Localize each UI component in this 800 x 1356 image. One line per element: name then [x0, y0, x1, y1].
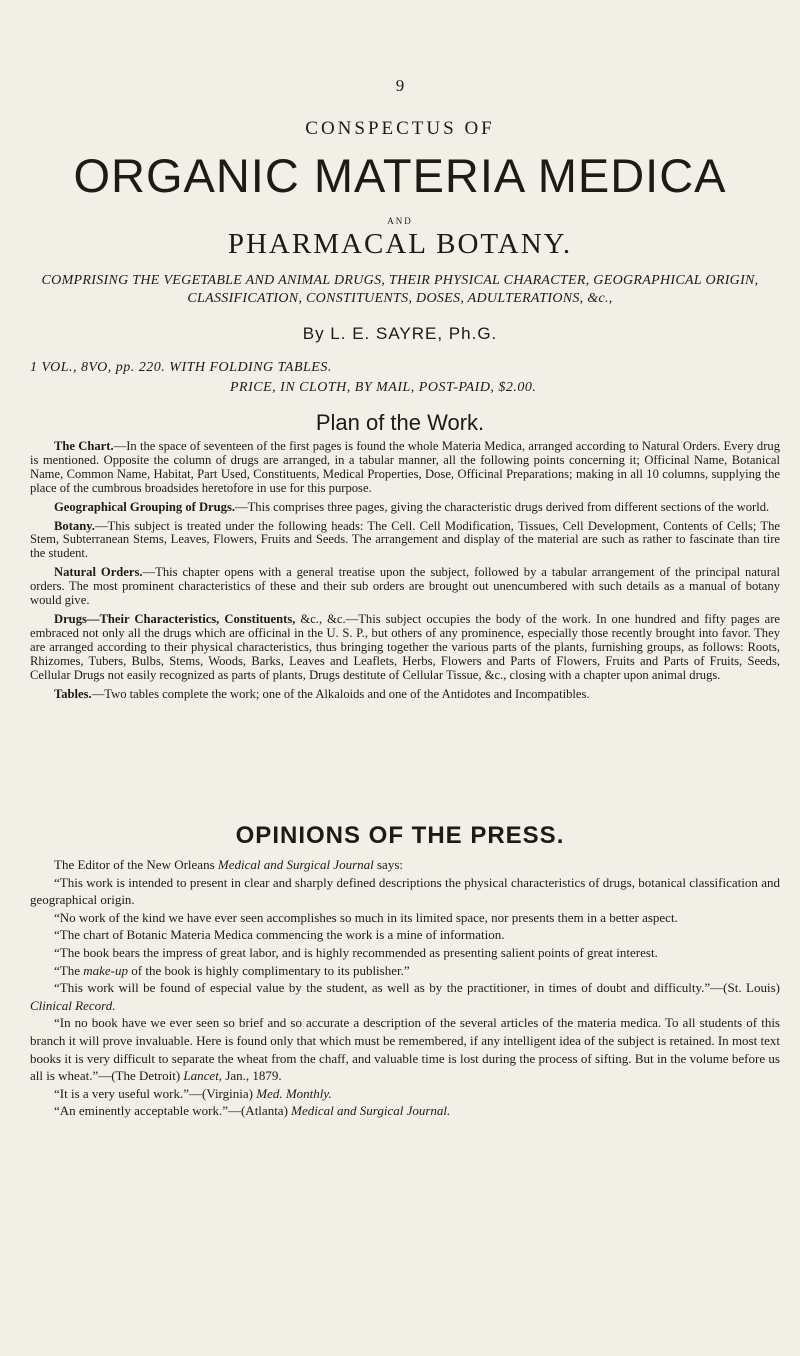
quote-item: “This work is intended to present in clear and sharply defined descriptions the physical characteristics of drugs, botanical classification and geographical origin. — [30, 874, 780, 908]
section-head: Geographical Grouping of Drugs. — [54, 499, 235, 514]
author-byline: By L. E. SAYRE, Ph.G. — [302, 324, 498, 343]
quote-item: “The chart of Botanic Materia Medica commencing the work is a mine of information. — [54, 927, 505, 943]
page-number: 9 — [395, 76, 405, 95]
quote-text: “It is a very useful work.”—(Virginia) — [54, 1085, 257, 1101]
quote-text: “The — [54, 962, 84, 978]
price-info: PRICE, IN CLOTH, BY MAIL, POST-PAID, $2.00. — [230, 380, 537, 395]
quote-text: “An eminently acceptable work.”—(Atlanta) — [54, 1103, 292, 1119]
volume-info — [30, 358, 790, 398]
book-title: ORGANIC MATERIA MEDICA — [73, 149, 727, 202]
section-text: —This comprises three pages, giving the characteristic drugs derived from different sections of the world. — [235, 499, 770, 514]
section-text: —This chapter opens with a general treatise upon the subject, followed by a tabular arrangement of the principal natural orders. The most prominent characteristics of these and their sub orders are brought out unencumbered with such details as a manual of botany would give. — [30, 565, 780, 608]
section-head: Botany. — [54, 518, 95, 533]
section-text: —This subject is treated under the following heads: The Cell. Cell Modification, Tissues, Cell Development, Contents of Cells; The Stem, Subterranean Stems, Leaves, Flowers, Fruits and Seeds. The arrangement and display of the material are such as rather to fascinate than tire the student. — [30, 518, 780, 561]
quote-item: “The book bears the impress of great labor, and is highly recommended as presenting salient points of great interest. — [54, 944, 658, 960]
section-drugs — [30, 613, 780, 683]
quote-text: “This work will be found of especial value by the student, as well as by the practitioner, in times of doubt and difficulty.”—(St. Louis) — [54, 980, 780, 996]
section-head: The Chart. — [54, 439, 114, 453]
plan-heading: Plan of the Work. — [315, 410, 485, 435]
book-subtitle: PHARMACAL BOTANY. — [227, 228, 573, 260]
comprising-description: COMPRISING THE VEGETABLE AND ANIMAL DRUGS, THEIR PHYSICAL CHARACTER, GEOGRAPHICAL ORIGIN, CLASSIFICATION, CONSTITUENTS, DOSES, ADULTERATIONS, &c., — [41, 273, 759, 306]
section-chart — [30, 440, 780, 496]
quote-text: of the book is highly complimentary to its publisher.” — [128, 962, 410, 978]
quote-intro — [30, 856, 780, 874]
quote-item — [30, 979, 780, 1014]
quote-item — [30, 1102, 780, 1120]
quote-item — [30, 962, 780, 980]
press-quotes — [30, 856, 780, 1120]
quote-item: “No work of the kind we have ever seen accomplishes so much in its limited space, nor presents them in a better aspect. — [54, 909, 678, 925]
section-text: &c., &c.—This subject occupies the body of the work. In one hundred and fifty pages are embraced not only all the drugs which are officinal in the U. S. P., but others of any prominence, especially those recently brought into favor. They are arranged according to their physical characteristics, thus bringing together the various parts of the plants, furnishing groups, as follows: Roots, Rhizomes, Tubers, Bulbs, Stems, Woods, Barks, Leaves and Leaflets, Herbs, Flowers and Parts of Flowers, Fruits and Parts of Fruits, Seeds, Cellular Drugs not easily recognized as parts of plants, Drugs destitute of Cellular Tissue, &c., closing with a chapter upon animal drugs. — [30, 611, 780, 682]
opinions-heading: OPINIONS OF THE PRESS. — [235, 822, 565, 849]
conspectus-heading: CONSPECTUS OF — [305, 118, 495, 139]
quote-source: Clinical Record. — [30, 997, 116, 1013]
section-head: Drugs—Their Characteristics, Constituents, — [54, 611, 296, 626]
section-botany — [30, 520, 780, 562]
section-tables — [30, 688, 780, 702]
quote-source: Medical and Surgical Journal — [217, 857, 374, 872]
quote-text: Jan., 1879. — [222, 1068, 282, 1084]
quote-item — [30, 1085, 780, 1103]
quote-item — [30, 1014, 780, 1084]
quote-text: The Editor of the New Orleans — [54, 857, 218, 872]
plan-sections — [30, 440, 780, 706]
quote-emphasis: make-up — [83, 962, 128, 978]
quote-text: says: — [373, 857, 403, 872]
and-connector: AND — [387, 216, 413, 226]
section-text: —Two tables complete the work; one of the Alkaloids and one of the Antidotes and Incompatibles. — [91, 686, 590, 701]
section-natural-orders — [30, 566, 780, 608]
section-head: Natural Orders. — [54, 565, 143, 580]
section-geographical — [30, 501, 780, 515]
section-head: Tables. — [54, 686, 92, 701]
quote-source: Med. Monthly. — [256, 1085, 332, 1101]
quote-source: Medical and Surgical Journal. — [291, 1103, 451, 1119]
quote-source: Lancet, — [183, 1068, 223, 1084]
quote-text: “In no book have we ever seen so brief and so accurate a description of the several articles of the materia medica. To all students of this branch it will prove invaluable. Here is found only that which must be remembered, if any intelligent idea of the subject is retained. In most text books it is very difficult to separate the wheat from the chaff, and valuable time is lost during the process of sifting. But in the volume before us all is wheat.”—(The Detroit) — [30, 1015, 780, 1084]
volume-format: 1 VOL., 8VO, pp. 220. WITH FOLDING TABLES. — [30, 360, 332, 375]
section-text: —In the space of seventeen of the first pages is found the whole Materia Medica, arranged according to Natural Orders. Every drug is mentioned. Opposite the column of drugs are arranged, in a tabular manner, all the following points concerning it; Officinal Name, Botanical Name, Common Name, Habitat, Part Used, Constituents, Medical Properties, Dose, Officinal Preparations; making in all 10 columns, supplying the place of the cumbrous broadsides heretofore in use for this purpose. — [30, 439, 780, 495]
